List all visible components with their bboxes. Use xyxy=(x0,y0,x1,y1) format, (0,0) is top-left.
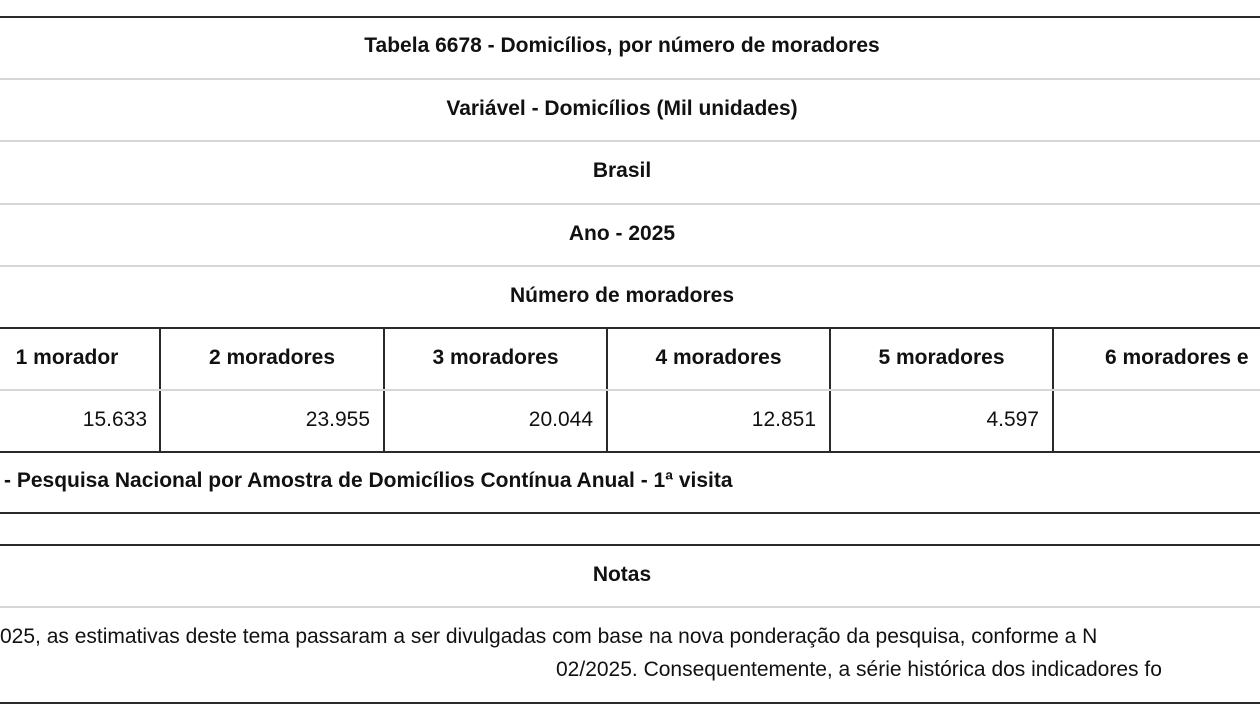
table-bottom-border xyxy=(0,512,1260,514)
column-header-1-morador: 1 morador xyxy=(15,346,119,369)
notes-text-line-1: 025, as estimativas deste tema passaram a ser divulgadas com base na nova ponderação da pesquisa, conforme a N xyxy=(0,625,1098,648)
table-region: Brasil xyxy=(592,159,652,182)
table-top-border xyxy=(0,16,1260,18)
notes-bottom-border xyxy=(0,702,1260,704)
notes-text-line-2: 02/2025. Consequentemente, a série histórica dos indicadores fo xyxy=(556,658,1162,681)
column-header-6-moradores: 6 moradores e xyxy=(1105,346,1249,369)
table-source: - Pesquisa Nacional por Amostra de Domicílios Contínua Anual - 1ª visita xyxy=(4,469,733,492)
table-cell-value: 12.851 xyxy=(751,408,816,431)
table-cell-value: 15.633 xyxy=(82,408,147,431)
table-cell-value: 23.955 xyxy=(305,408,370,431)
column-header-4-moradores: 4 moradores xyxy=(655,346,782,369)
column-header-5-moradores: 5 moradores xyxy=(878,346,1005,369)
table-cell-value: 4.597 xyxy=(986,408,1039,431)
notes-title: Notas xyxy=(592,563,652,586)
header-divider xyxy=(0,327,1260,329)
row-divider xyxy=(0,203,1260,205)
group-header: Número de moradores xyxy=(509,284,735,307)
table-body-bottom xyxy=(0,451,1260,453)
column-header-2-moradores: 2 moradores xyxy=(208,346,336,369)
table-year: Ano - 2025 xyxy=(568,222,676,245)
row-divider xyxy=(0,389,1260,391)
table-variable: Variável - Domicílios (Mil unidades) xyxy=(446,97,798,120)
column-header-3-moradores: 3 moradores xyxy=(432,346,559,369)
table-title: Tabela 6678 - Domicílios, por número de moradores xyxy=(364,34,880,57)
notes-top-border xyxy=(0,544,1260,546)
row-divider xyxy=(0,140,1260,142)
table-cell-value: 20.044 xyxy=(528,408,593,431)
row-divider xyxy=(0,606,1260,608)
row-divider xyxy=(0,78,1260,80)
row-divider xyxy=(0,265,1260,267)
